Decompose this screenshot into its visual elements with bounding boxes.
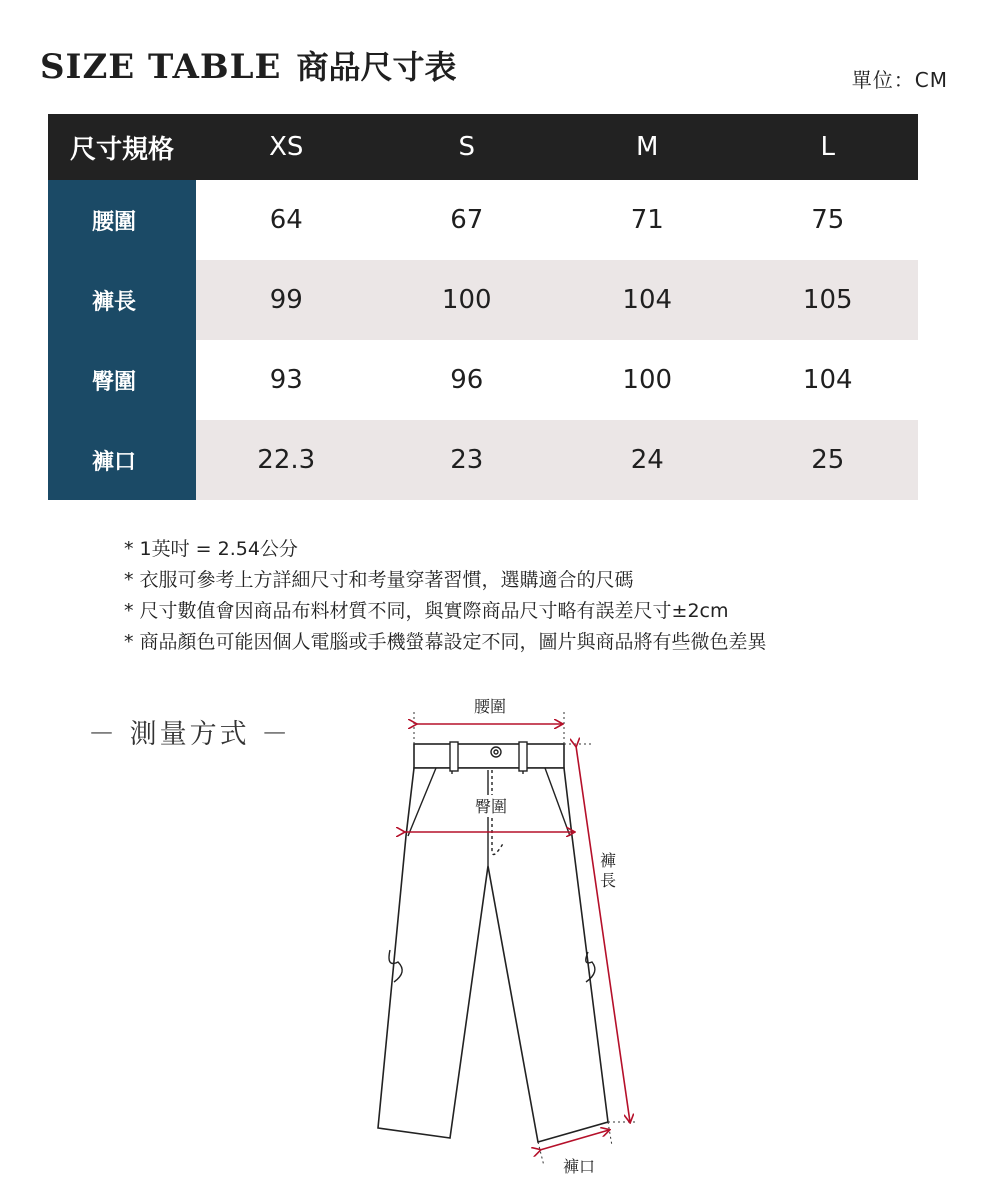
note-item: * 1英吋 = 2.54公分 (124, 538, 298, 560)
table-cell: 71 (630, 205, 664, 235)
header-corner: 尺寸規格 (48, 114, 196, 180)
table-cell: 104 (802, 365, 853, 395)
row-label-waist: 腰圍 (48, 180, 196, 260)
table-cell: 100 (377, 260, 558, 340)
header-size-m: M (557, 114, 738, 180)
table-cell: 104 (557, 260, 738, 340)
table-cell: 105 (738, 260, 919, 340)
note-item: * 商品顏色可能因個人電腦或手機螢幕設定不同，圖片與商品將有些微色差異 (124, 631, 767, 653)
row-label-hem: 褲口 (48, 420, 196, 500)
row-label-hip: 臀圍 (48, 340, 196, 420)
row-label-length: 褲長 (48, 260, 196, 340)
table-cell: 64 (269, 205, 303, 235)
length-label-1: 褲 (599, 851, 617, 870)
table-cell: 99 (196, 260, 377, 340)
table-cell: 67 (450, 205, 484, 235)
table-cell: 24 (557, 420, 738, 500)
table-cell: 25 (738, 420, 919, 500)
hip-label: 臀圍 (474, 797, 508, 816)
header-size-xs: XS (196, 114, 377, 180)
table-cell: 75 (811, 205, 845, 235)
note-item: * 尺寸數值會因商品布料材質不同，與實際商品尺寸略有誤差尺寸±2cm (124, 600, 729, 622)
belt-loop (450, 742, 458, 771)
table-cell: 100 (622, 365, 673, 395)
table-cell: 93 (269, 365, 303, 395)
table-cell: 22.3 (196, 420, 377, 500)
title-english: SIZE TABLE (40, 47, 282, 87)
unit-label: 單位：CM (851, 68, 948, 92)
hem-label: 褲口 (562, 1157, 596, 1176)
waist-label: 腰圍 (473, 697, 507, 716)
header-size-l: L (738, 114, 919, 180)
header-size-s: S (377, 114, 558, 180)
table-cell: 96 (450, 365, 484, 395)
measure-section-title: － 測量方式 － (88, 719, 292, 750)
note-item: * 衣服可參考上方詳細尺寸和考量穿著習慣，選購適合的尺碼 (124, 569, 634, 591)
belt-loop (519, 742, 527, 771)
waistband (414, 744, 564, 768)
length-label-2: 長 (599, 871, 617, 890)
table-cell: 23 (377, 420, 558, 500)
button-icon (491, 747, 501, 757)
title-chinese: 商品尺寸表 (296, 48, 457, 86)
